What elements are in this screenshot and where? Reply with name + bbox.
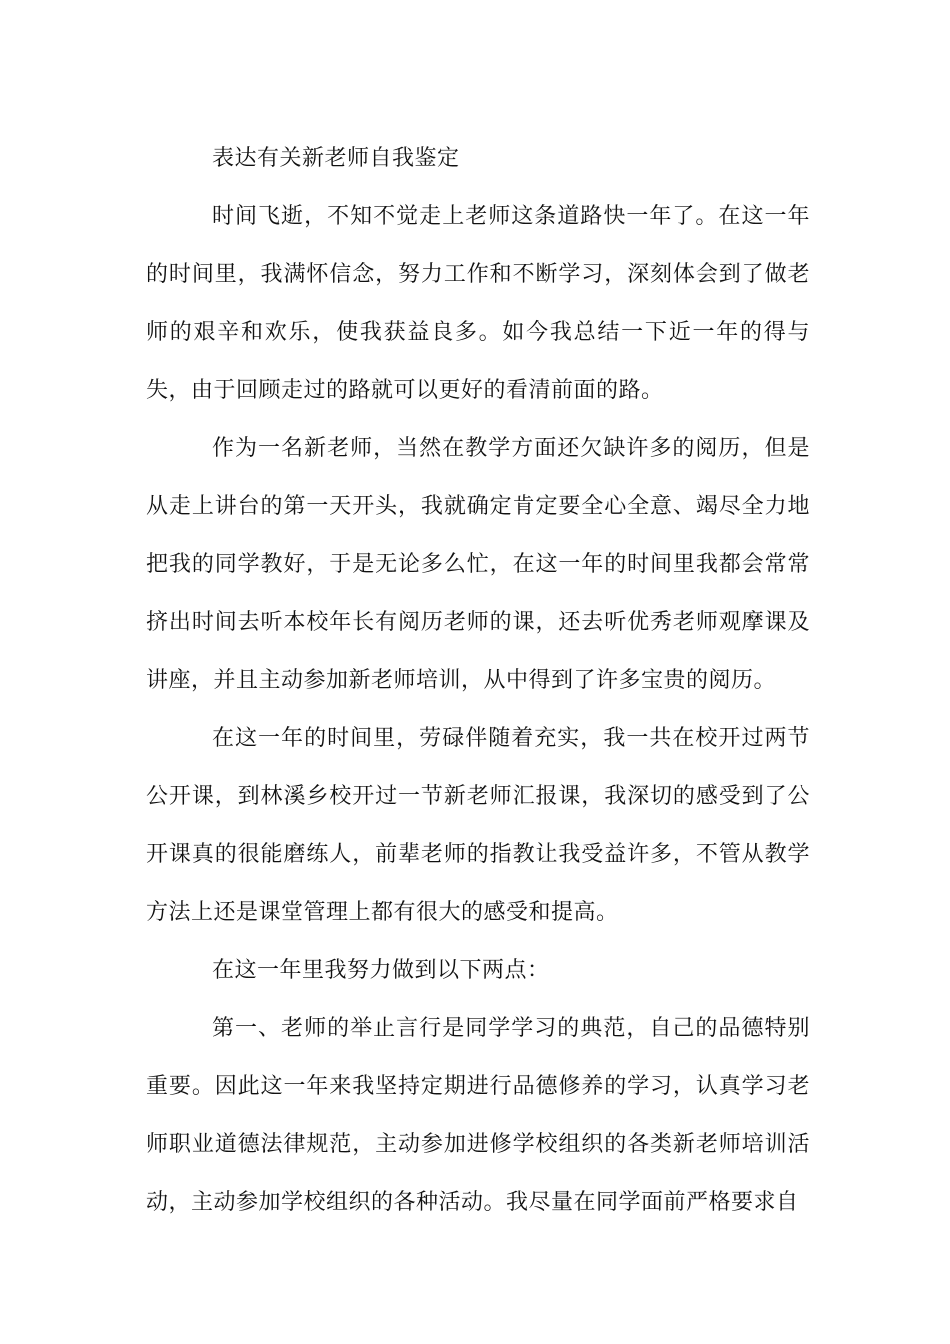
paragraph-5: 第一、老师的举止言行是同学学习的典范，自己的品德特别重要。因此这一年来我坚持定期进行品德修养的学习，认真学习老师职业道德法律规范，主动参加进修学校组织的各类新老师培训活动，主动参加学校组织的各种活动。我尽量在同学面前严格要求自: [146, 1016, 810, 1215]
paragraph-2: 作为一名新老师，当然在教学方面还欠缺许多的阅历，但是从走上讲台的第一天开头，我就确定肯定要全心全意、竭尽全力地把我的同学教好，于是无论多么忙，在这一年的时间里我都会常常挤出时间去听本校年长有阅历老师的课，还去听优秀老师观摩课及讲座，并且主动参加新老师培训，从中得到了许多宝贵的阅历。: [146, 436, 810, 693]
document-title: 表达有关新老师自我鉴定: [212, 146, 460, 171]
paragraph-4: 在这一年里我努力做到以下两点：: [212, 958, 550, 983]
document-body: [146, 130, 810, 1232]
paragraph-1: 时间飞逝，不知不觉走上老师这条道路快一年了。在这一年的时间里，我满怀信念，努力工作和不断学习，深刻体会到了做老师的艰辛和欢乐，使我获益良多。如今我总结一下近一年的得与失，由于回顾走过的路就可以更好的看清前面的路。: [146, 204, 810, 403]
paragraph-3: 在这一年的时间里，劳碌伴随着充实，我一共在校开过两节公开课，到林溪乡校开过一节新老师汇报课，我深切的感受到了公开课真的很能磨练人，前辈老师的指教让我受益许多，不管从教学方法上还是课堂管理上都有很大的感受和提高。: [146, 726, 810, 925]
